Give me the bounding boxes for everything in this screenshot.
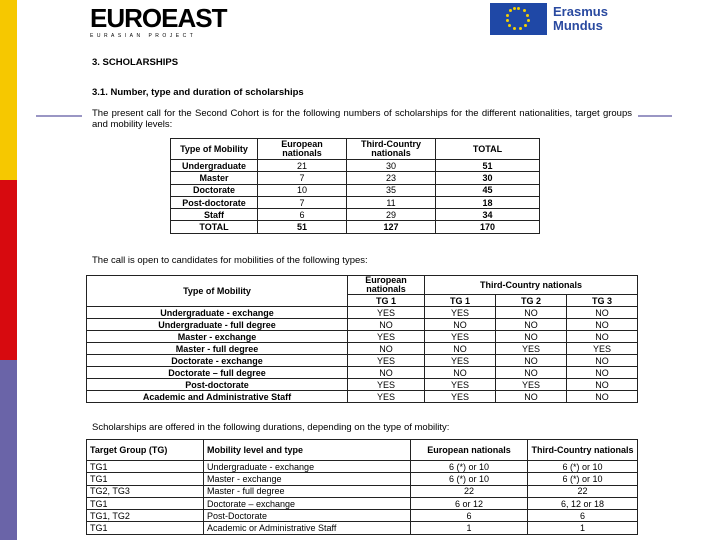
table-header-cell: Third-Country nationals [528,440,638,461]
table-cell: 18 [436,196,540,208]
table-cell: Master - full degree [204,485,411,497]
table-header-cell: TG 2 [495,295,566,307]
table-header-cell: TG 3 [566,295,637,307]
table-cell: 10 [258,184,347,196]
table-cell: YES [348,379,425,391]
table-row [171,184,540,196]
euroeast-logo-subtext: EURASIAN PROJECT [90,33,197,39]
table-cell: 30 [347,160,436,172]
table-cell: Doctorate – full degree [87,367,348,379]
table-cell: Doctorate [171,184,258,196]
table-cell: YES [348,331,425,343]
table-cell: Undergraduate - exchange [87,307,348,319]
divider-right [638,115,672,117]
table-total-row [171,221,540,233]
table-cell: 1 [411,522,528,534]
table-row [87,307,638,319]
table-row [171,209,540,221]
table-cell: 7 [258,172,347,184]
table-row [171,172,540,184]
table-cell: NO [566,367,637,379]
table-cell: YES [348,307,425,319]
table-cell: NO [566,331,637,343]
table-header-cell: TG 1 [425,295,496,307]
table-cell: TG1 [87,522,204,534]
table-cell: 6 or 12 [411,497,528,509]
table-cell: YES [425,355,496,367]
table-cell: Academic and Administrative Staff [87,391,348,403]
table-header-cell: TG 1 [348,295,425,307]
table-row [87,343,638,355]
table-header-cell: European nationals [348,276,425,295]
table-cell: NO [495,355,566,367]
left-bar-blue [0,360,17,540]
mundus-text: Mundus [553,18,603,33]
table-cell: Undergraduate - exchange [204,461,411,473]
table-header-cell: Mobility level and type [204,440,411,461]
table-cell: 23 [347,172,436,184]
table-cell: YES [425,307,496,319]
table-row [171,160,540,172]
table-cell: 127 [347,221,436,233]
erasmus-mundus-text [553,5,608,33]
table-cell: NO [425,319,496,331]
table-cell: NO [348,319,425,331]
table-cell: 35 [347,184,436,196]
table-cell: YES [348,355,425,367]
table-cell: Doctorate - exchange [87,355,348,367]
table-cell: Post-Doctorate [204,510,411,522]
table-cell: NO [348,367,425,379]
table-cell: NO [566,355,637,367]
table-cell: Master - exchange [204,473,411,485]
table-cell: Post-doctorate [171,196,258,208]
table-cell: TG1 [87,473,204,485]
table-cell: Academic or Administrative Staff [204,522,411,534]
table-cell: TG1 [87,461,204,473]
table-cell: Doctorate – exchange [204,497,411,509]
table-header-cell: Target Group (TG) [87,440,204,461]
table-cell: Undergraduate [171,160,258,172]
euroeast-logo-text: EUROEAST [90,3,227,33]
table-cell: 6 (*) or 10 [528,461,638,473]
eu-flag-icon [490,3,547,35]
table-cell: 6 (*) or 10 [411,473,528,485]
left-bar-red [0,180,17,360]
table-cell: YES [425,391,496,403]
scholarships-count-table [170,138,540,234]
table-row [87,391,638,403]
table-row [87,510,638,522]
table-cell: YES [425,331,496,343]
table-row [87,461,638,473]
mobility-types-table [86,275,638,403]
table-cell: NO [425,367,496,379]
table-cell: 6 [411,510,528,522]
table-cell: YES [348,391,425,403]
table-header-cell: Third-Country nationals [425,276,638,295]
table-cell: 30 [436,172,540,184]
table-cell: NO [348,343,425,355]
table-row [87,473,638,485]
table-cell: TG1, TG2 [87,510,204,522]
table-row [87,379,638,391]
section-title: 3. SCHOLARSHIPS [92,57,179,68]
table-cell: YES [566,343,637,355]
table-header-row [87,440,638,461]
durations-table [86,439,638,535]
table-cell: 45 [436,184,540,196]
table-cell: YES [495,379,566,391]
intro-paragraph: The present call for the Second Cohort is for the following numbers of scholarships for the different nationalities, target groups and mobility levels: [92,108,632,130]
table-header-cell: Third-Country nationals [347,139,436,160]
table-cell: YES [425,379,496,391]
table-row [87,497,638,509]
table-cell: Staff [171,209,258,221]
table-row [87,367,638,379]
left-bar-yellow [0,0,17,180]
subsection-title: 3.1. Number, type and duration of scholarships [92,87,304,98]
table-cell: Post-doctorate [87,379,348,391]
table-row [87,485,638,497]
table-header-cell: Type of Mobility [171,139,258,160]
table-header-row [87,276,638,295]
table-cell: NO [566,379,637,391]
table-cell: NO [495,319,566,331]
table-cell: 6 (*) or 10 [411,461,528,473]
document-page [82,0,638,540]
table-cell: 29 [347,209,436,221]
erasmus-mundus-logo [490,3,608,35]
table-cell: NO [495,331,566,343]
table-cell: 51 [258,221,347,233]
table-cell: 6 [258,209,347,221]
table-cell: NO [566,391,637,403]
table-header-cell: European nationals [258,139,347,160]
table-cell: 22 [411,485,528,497]
table-cell: NO [425,343,496,355]
table-cell: 6 [528,510,638,522]
erasmus-text: Erasmus [553,4,608,19]
table-cell: Master - exchange [87,331,348,343]
table-cell: 34 [436,209,540,221]
table-cell: Master [171,172,258,184]
table-cell: 22 [528,485,638,497]
table-cell: NO [495,391,566,403]
table-cell: 7 [258,196,347,208]
divider-left [36,115,82,117]
table-cell: Master - full degree [87,343,348,355]
table-row [87,331,638,343]
table-cell: 170 [436,221,540,233]
table-row [87,522,638,534]
table-row [87,319,638,331]
table-cell: TG2, TG3 [87,485,204,497]
table-cell: 11 [347,196,436,208]
table-cell: NO [566,319,637,331]
table-cell: 21 [258,160,347,172]
table-cell: 1 [528,522,638,534]
table-cell: NO [495,307,566,319]
table-cell: YES [495,343,566,355]
table-header-cell: Type of Mobility [87,276,348,307]
table-row [87,355,638,367]
table-header-cell: TOTAL [436,139,540,160]
table-cell: 51 [436,160,540,172]
table-cell: TOTAL [171,221,258,233]
table-header-cell: European nationals [411,440,528,461]
durations-paragraph: Scholarships are offered in the following durations, depending on the type of mobility: [92,422,450,433]
table-header-row [171,139,540,160]
table-cell: NO [566,307,637,319]
table-cell: 6, 12 or 18 [528,497,638,509]
table-cell: Undergraduate - full degree [87,319,348,331]
euroeast-logo [90,5,226,39]
table-cell: 6 (*) or 10 [528,473,638,485]
table-row [171,196,540,208]
table-cell: TG1 [87,497,204,509]
table-cell: NO [495,367,566,379]
call-paragraph: The call is open to candidates for mobilities of the following types: [92,255,368,266]
